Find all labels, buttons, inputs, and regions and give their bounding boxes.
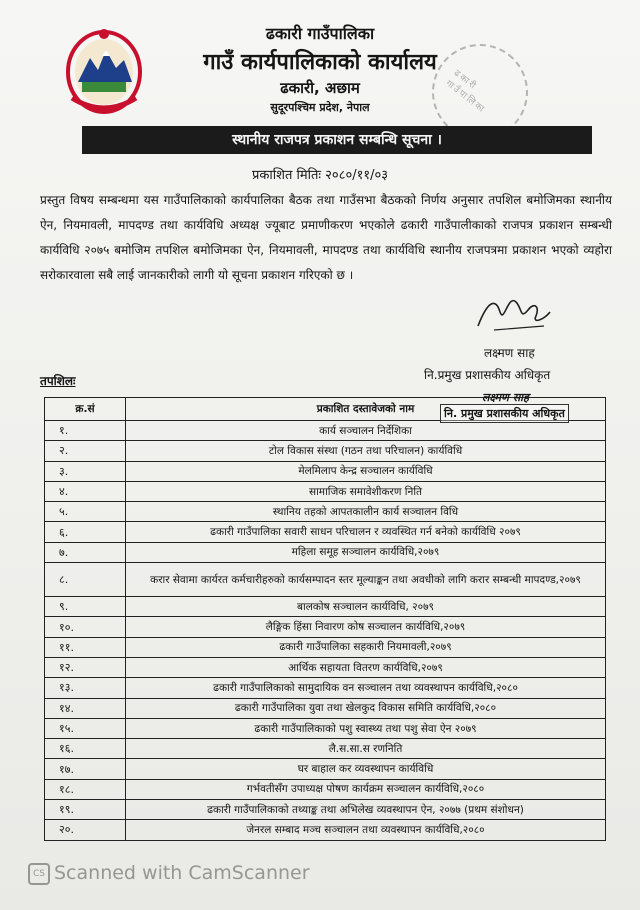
row-document-name: आर्थिक सहायता वितरण कार्यविधि,२०७९ (126, 657, 606, 677)
row-serial: ५. (45, 502, 126, 522)
table-row (45, 563, 606, 597)
row-serial: ९. (45, 597, 126, 617)
row-document-name: जेनरल सम्बाद मञ्च सञ्चालन तथा व्यवस्थापन कार्यविधि,२०८० (126, 820, 606, 840)
published-documents-table (44, 397, 606, 841)
table-row (45, 820, 606, 840)
row-document-name: कार्य सञ्चालन निर्देशिका (126, 421, 606, 441)
row-serial: ११. (45, 637, 126, 657)
office-location: ढकारी, अछाम (280, 79, 360, 97)
table-body (45, 421, 606, 841)
row-document-name: मेलमिलाप केन्द्र सञ्चालन कार्यविधि (126, 461, 606, 481)
row-serial: ८. (45, 563, 126, 597)
row-serial: ७. (45, 542, 126, 562)
row-document-name: लैङ्गिक हिंसा निवारण कोष सञ्चालन कार्यविधि,२०७९ (126, 617, 606, 637)
province-name: सुदूरपश्चिम प्रदेश, नेपाल (270, 101, 370, 114)
stamp-officer-name: लक्ष्मण साह (482, 391, 529, 404)
watermark-text: Scanned with CamScanner (54, 862, 310, 884)
office-name: गाउँ कार्यपालिकाको कार्यालय (203, 50, 437, 75)
table-row (45, 522, 606, 542)
published-date: २०८०/११/०३ (325, 168, 389, 183)
row-document-name: ढकारी गाउँपालिका सवारी साधन परिचालन र व्यवस्थित गर्न बनेको कार्यविधि २०७९ (126, 522, 606, 542)
row-document-name: महिला समूह सञ्चालन कार्यविधि,२०७९ (126, 542, 606, 562)
notice-body: प्रस्तुत विषय सम्बन्धमा यस गाउँपालिकाको कार्यपालिका बैठक तथा गाउँसभा बैठकको निर्णय अनुसार तपशिल बमोजिमका स्थानीय ऐन, नियमावली, मापदण्ड तथा कार्यविधि अध्यक्ष ज्यूबाट प्रमाणीकरण भएकोले ढकारी गाउँपालीकाको राजपत्र प्रकाशन सम्बन्धी कार्यविधि २०७५ बमोजिम तपशिल बमोजिमका ऐन, नियमावली, मापदण्ड तथा कार्यविधि स्थानीय राजपत्रमा प्रकाशन भएको व्यहोरा सरोकारवाला सबै लाई जानकारीको लागी यो सूचना प्रकाशन गरिएको छ । (40, 193, 612, 282)
seal-text: ढकारी गाउँपालिका (443, 68, 488, 116)
row-document-name: घर बाहाल कर व्यवस्थापन कार्यविधि (126, 759, 606, 779)
row-document-name: ढकारी गाउँपालिका युवा तथा खेलकुद विकास समिति कार्यविधि,२०८० (126, 698, 606, 718)
row-document-name: लै.स.सा.स रणनिति (126, 739, 606, 759)
municipality-name: ढकारी गाउँपालिका (265, 24, 375, 43)
row-document-name: स्थानिय तहको आपतकालीन कार्य सञ्चालन विधि (126, 502, 606, 522)
row-document-name: बालकोष सञ्चालन कार्यविधि, २०७९ (126, 597, 606, 617)
table-row (45, 657, 606, 677)
stamp-officer-title: नि. प्रमुख प्रशासकीय अधिकृत (440, 404, 569, 423)
table-row (45, 441, 606, 461)
row-serial: ३. (45, 461, 126, 481)
header-document-name: प्रकाशित दस्तावेजको नाम (126, 398, 606, 421)
table-row (45, 481, 606, 501)
signer-name: लक्ष्मण साह (484, 346, 535, 360)
row-serial: ४. (45, 481, 126, 501)
row-serial: १८. (45, 779, 126, 799)
table-row (45, 617, 606, 637)
row-document-name: करार सेवामा कार्यरत कर्मचारीहरुको कार्यसम्पादन स्तर मूल्याङ्कन तथा अवधीको लागि करार सम्बन्धी मापदण्ड,२०७९ (126, 563, 606, 597)
scanner-watermark (28, 862, 310, 885)
row-document-name: ढकारी गाउँपालिका सहकारी नियमावली,२०७९ (126, 637, 606, 657)
table-row (45, 779, 606, 799)
row-document-name: सामाजिक समावेशीकरण निति (126, 481, 606, 501)
row-serial: २. (45, 441, 126, 461)
table-row (45, 678, 606, 698)
table-row (45, 421, 606, 441)
table-row (45, 739, 606, 759)
table-row (45, 597, 606, 617)
row-serial: १. (45, 421, 126, 441)
row-serial: १०. (45, 617, 126, 637)
row-serial: १२. (45, 657, 126, 677)
row-serial: १३. (45, 678, 126, 698)
header-serial: क्र.सं (45, 398, 126, 421)
row-serial: १९. (45, 800, 126, 820)
published-date-line (0, 165, 640, 183)
published-label: प्रकाशित मितिः (251, 168, 322, 183)
table-caption: तपशिलः (40, 374, 76, 388)
row-serial: १७. (45, 759, 126, 779)
table-row (45, 502, 606, 522)
row-serial: २०. (45, 820, 126, 840)
row-serial: १४. (45, 698, 126, 718)
table-row (45, 542, 606, 562)
row-document-name: ढकारी गाउँपालिकाको सामुदायिक वन सञ्चालन तथा व्यवस्थापन कार्यविधि,२०८० (126, 678, 606, 698)
row-serial: १६. (45, 739, 126, 759)
row-document-name: गर्भवतीसँग उपाध्यक्ष पोषण कार्यक्रम सञ्चालन कार्यविधि,२०८० (126, 779, 606, 799)
row-serial: ६. (45, 522, 126, 542)
table-row (45, 800, 606, 820)
table-row (45, 461, 606, 481)
table-row (45, 698, 606, 718)
signer-title: नि.प्रमुख प्रशासकीय अधिकृत (424, 368, 551, 382)
camscanner-logo-icon: CS (28, 863, 50, 885)
table-row (45, 718, 606, 738)
row-document-name: ढकारी गाउँपालिकाको पशु स्वास्थ्य तथा पशु सेवा ऐन २०७९ (126, 718, 606, 738)
row-document-name: टोल विकास संस्था (गठन तथा परिचालन) कार्यविधि (126, 441, 606, 461)
row-serial: १५. (45, 718, 126, 738)
notice-title-banner: स्थानीय राजपत्र प्रकाशन सम्बन्धि सूचना । (82, 126, 592, 154)
handwritten-signature (474, 290, 554, 336)
table-row (45, 759, 606, 779)
row-document-name: ढकारी गाउँपालिकाको तथ्याङ्क तथा अभिलेख व्यवस्थापन ऐन, २०७७ (प्रथम संशोधन) (126, 800, 606, 820)
table-row (45, 637, 606, 657)
